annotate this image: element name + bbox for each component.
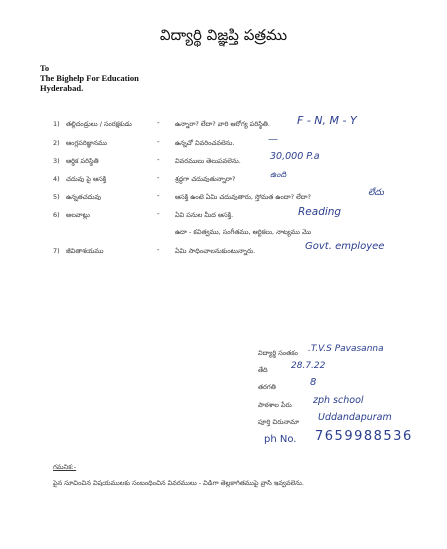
row-question: ఏమి సాధించాలనుకుంటున్నారు. (175, 247, 256, 255)
row-number: 2) (53, 139, 60, 147)
row-dash: - (157, 156, 160, 164)
address-value: Uddandapuram (318, 412, 392, 423)
row-question-example: ఉదా - కవిత్వము, సంగీతము, ఆర్టికలు, నాట్యము మొ (175, 228, 312, 236)
row-number: 5) (53, 193, 60, 201)
row-question: శ్రద్ధగా చదువుతున్నారా? (175, 175, 236, 183)
row-dash: - (157, 210, 160, 218)
row-answer: Govt. employee (305, 241, 385, 252)
class-value: 8 (310, 377, 317, 388)
notes-heading: గమనిక:- (53, 463, 77, 471)
signature-value: .T.V.S Pavasanna (308, 344, 384, 354)
row-answer: Reading (298, 206, 342, 218)
row-answer: — (268, 134, 278, 145)
row-number: 4) (53, 175, 60, 183)
form-title: విద్యార్థి విజ్ఞప్తి పత్రము (159, 26, 288, 44)
row-dash: - (157, 138, 160, 146)
address-label: పూర్తి చిరునామా (258, 418, 300, 426)
notes-text: పైన సూచించిన విషయములకు సంబంధించిన వివరములు - విడిగా తెల్లకాగితముపై వ్రాసి ఇవ్వవలెను. (53, 479, 304, 487)
row-label: ఆంగ్లపరిజ్ఞానము (66, 139, 108, 147)
phone-label: ph No. (264, 434, 297, 445)
signature-label: విద్యార్థి సంతకం (258, 349, 298, 357)
row-number: 1) (53, 120, 60, 128)
row-dash: - (157, 119, 160, 127)
row-label: చదువు పై ఆసక్తి (66, 175, 107, 183)
row-number: 6) (53, 211, 60, 219)
row-answer: లేదు (368, 188, 384, 198)
row-answer: ఉంది (270, 170, 287, 179)
row-number: 3) (53, 157, 60, 165)
row-question: ఆసక్తి ఉంటె ఏమి చదువుతారు, స్తోమత ఉందా? లేదా? (175, 193, 311, 201)
date-label: తేది (258, 366, 268, 374)
row-dash: - (157, 174, 160, 182)
organization-city: Hyderabad. (40, 83, 84, 93)
class-label: తరగతి (258, 383, 276, 391)
phone-value: 7659988536 (315, 429, 413, 444)
school-label: పాఠశాల పేరు (258, 401, 292, 409)
row-label: తల్లిదండ్రులు / సంరక్షకుడు (66, 120, 132, 128)
row-number: 7) (53, 247, 60, 255)
school-value: zph school (313, 395, 364, 406)
row-answer: F - N, M - Y (297, 114, 357, 127)
row-label: ఉన్నతచదువు (66, 193, 102, 201)
row-question: వివరములు తెలుపవలెను. (175, 157, 241, 165)
row-answer: 30,000 P.a (270, 151, 320, 162)
row-dash: - (157, 246, 160, 254)
row-label: ఆర్థిక పరిస్థితి (66, 157, 99, 165)
row-question: ఉన్నారా? లేదా? వారి ఆరోగ్య పరిస్థితి. (175, 120, 270, 128)
row-question: ఉన్నచో వివరించవలెను. (175, 139, 235, 147)
row-question: ఏవి పనుల మీద ఆసక్తి. (175, 211, 234, 219)
organization-name: The Bighelp For Education (40, 73, 139, 83)
to-line: To (40, 63, 50, 73)
date-value: 28.7.22 (291, 361, 326, 371)
row-label: జీవితాశయము (66, 247, 104, 255)
row-dash: - (157, 192, 160, 200)
row-label: అలవాట్లు (66, 211, 90, 219)
